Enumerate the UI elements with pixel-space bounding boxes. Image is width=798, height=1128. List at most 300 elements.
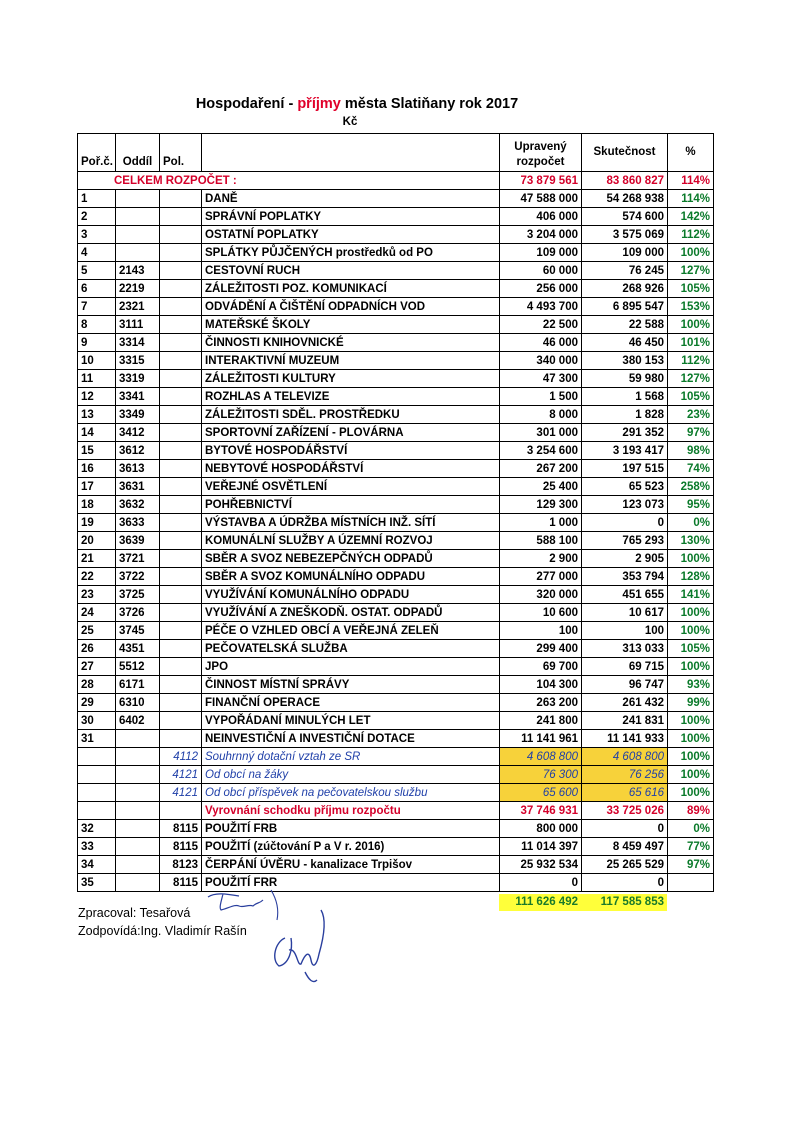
row-pct: 0% <box>668 820 714 838</box>
budget-table <box>77 133 714 892</box>
row-pol: 4121 <box>160 766 202 784</box>
row-poc <box>78 784 116 802</box>
row-pct: 142% <box>668 208 714 226</box>
row-oddil <box>116 730 160 748</box>
row-rozpocet: 263 200 <box>500 694 582 712</box>
row-skutecnost: 380 153 <box>582 352 668 370</box>
row-oddil: 3722 <box>116 568 160 586</box>
row-skutecnost: 765 293 <box>582 532 668 550</box>
table-row <box>78 712 714 730</box>
row-poc: 15 <box>78 442 116 460</box>
row-poc: 35 <box>78 874 116 892</box>
row-pct: 100% <box>668 712 714 730</box>
row-oddil <box>116 766 160 784</box>
row-poc <box>78 766 116 784</box>
row-name: ČINNOSTI KNIHOVNICKÉ <box>202 334 500 352</box>
table-row <box>78 514 714 532</box>
row-pol: 4121 <box>160 784 202 802</box>
header-skutecnost: Skutečnost <box>582 134 668 172</box>
row-rozpocet: 46 000 <box>500 334 582 352</box>
row-name: PÉČE O VZHLED OBCÍ A VEŘEJNÁ ZELEŇ <box>202 622 500 640</box>
row-name: BYTOVÉ HOSPODÁŘSTVÍ <box>202 442 500 460</box>
row-name: VÝSTAVBA A ÚDRŽBA MÍSTNÍCH INŽ. SÍTÍ <box>202 514 500 532</box>
row-pct: 127% <box>668 370 714 388</box>
grand-total-skutecnost: 117 585 853 <box>581 894 667 911</box>
row-poc: 27 <box>78 658 116 676</box>
row-skutecnost: 197 515 <box>582 460 668 478</box>
row-poc: 24 <box>78 604 116 622</box>
row-name: ODVÁDĚNÍ A ČIŠTĚNÍ ODPADNÍCH VOD <box>202 298 500 316</box>
row-pol <box>160 352 202 370</box>
row-skutecnost: 0 <box>582 514 668 532</box>
title-highlight: příjmy <box>297 96 341 112</box>
row-pct: 130% <box>668 532 714 550</box>
row-poc: 22 <box>78 568 116 586</box>
row-name: NEBYTOVÉ HOSPODÁŘSTVÍ <box>202 460 500 478</box>
row-oddil: 3314 <box>116 334 160 352</box>
row-oddil: 3726 <box>116 604 160 622</box>
page-title <box>0 96 714 112</box>
row-name: POUŽITÍ FRR <box>202 874 500 892</box>
row-pol <box>160 208 202 226</box>
row-name: ZÁLEŽITOSTI POZ. KOMUNIKACÍ <box>202 280 500 298</box>
row-skutecnost: 4 608 800 <box>582 748 668 766</box>
row-rozpocet: 76 300 <box>500 766 582 784</box>
header-poc: Poř.č. <box>78 134 116 172</box>
header-pol: Pol. <box>160 134 202 172</box>
total-label: CELKEM ROZPOČET : <box>78 172 500 190</box>
row-oddil: 6171 <box>116 676 160 694</box>
row-pct: 153% <box>668 298 714 316</box>
row-poc: 9 <box>78 334 116 352</box>
row-skutecnost: 1 828 <box>582 406 668 424</box>
row-skutecnost: 6 895 547 <box>582 298 668 316</box>
row-poc: 26 <box>78 640 116 658</box>
header-row <box>78 134 714 172</box>
row-poc: 11 <box>78 370 116 388</box>
row-name: OSTATNÍ POPLATKY <box>202 226 500 244</box>
row-name: PEČOVATELSKÁ SLUŽBA <box>202 640 500 658</box>
row-rozpocet: 60 000 <box>500 262 582 280</box>
row-pct: 0% <box>668 514 714 532</box>
row-rozpocet: 299 400 <box>500 640 582 658</box>
row-pct: 100% <box>668 604 714 622</box>
row-skutecnost: 0 <box>582 874 668 892</box>
row-name: Od obcí příspěvek na pečovatelskou službu <box>202 784 500 802</box>
row-pct: 100% <box>668 748 714 766</box>
row-name: CESTOVNÍ RUCH <box>202 262 500 280</box>
row-rozpocet: 0 <box>500 874 582 892</box>
row-poc: 16 <box>78 460 116 478</box>
row-rozpocet: 406 000 <box>500 208 582 226</box>
table-row <box>78 190 714 208</box>
row-pct: 105% <box>668 388 714 406</box>
total-rozpocet: 73 879 561 <box>500 172 582 190</box>
header-name <box>202 134 500 172</box>
row-pct: 100% <box>668 550 714 568</box>
row-skutecnost: 25 265 529 <box>582 856 668 874</box>
row-rozpocet: 8 000 <box>500 406 582 424</box>
table-row <box>78 334 714 352</box>
row-pct: 74% <box>668 460 714 478</box>
row-poc: 25 <box>78 622 116 640</box>
row-pct: 100% <box>668 784 714 802</box>
row-pol <box>160 388 202 406</box>
row-name: VYPOŘÁDANÍ MINULÝCH LET <box>202 712 500 730</box>
table-row <box>78 604 714 622</box>
row-skutecnost: 96 747 <box>582 676 668 694</box>
row-poc: 32 <box>78 820 116 838</box>
table-row <box>78 838 714 856</box>
row-pct: 105% <box>668 280 714 298</box>
row-pct <box>668 874 714 892</box>
row-name: POUŽITÍ FRB <box>202 820 500 838</box>
row-poc: 13 <box>78 406 116 424</box>
row-rozpocet: 100 <box>500 622 582 640</box>
table-row <box>78 370 714 388</box>
row-poc: 23 <box>78 586 116 604</box>
row-pct: 127% <box>668 262 714 280</box>
row-skutecnost: 353 794 <box>582 568 668 586</box>
row-name: VEŘEJNÉ OSVĚTLENÍ <box>202 478 500 496</box>
row-rozpocet: 3 254 600 <box>500 442 582 460</box>
row-oddil: 3315 <box>116 352 160 370</box>
row-poc <box>78 802 116 820</box>
header-rozpocet-line2: rozpočet <box>516 156 565 168</box>
title-suffix: města Slatiňany rok 2017 <box>340 96 519 112</box>
row-poc: 5 <box>78 262 116 280</box>
table-row <box>78 262 714 280</box>
row-poc: 29 <box>78 694 116 712</box>
table-row <box>78 856 714 874</box>
table-row <box>78 496 714 514</box>
row-pol: 4112 <box>160 748 202 766</box>
row-pol <box>160 244 202 262</box>
row-name: ČINNOST MÍSTNÍ SPRÁVY <box>202 676 500 694</box>
total-skutecnost: 83 860 827 <box>582 172 668 190</box>
row-rozpocet: 11 141 961 <box>500 730 582 748</box>
row-rozpocet: 267 200 <box>500 460 582 478</box>
row-skutecnost: 123 073 <box>582 496 668 514</box>
footer-zodpovida: Zodpovídá:Ing. Vladimír Rašín <box>78 924 247 938</box>
row-rozpocet: 2 900 <box>500 550 582 568</box>
row-pol: 8123 <box>160 856 202 874</box>
row-name: SBĚR A SVOZ NEBEZEPČNÝCH ODPADŮ <box>202 550 500 568</box>
row-rozpocet: 69 700 <box>500 658 582 676</box>
row-skutecnost: 22 588 <box>582 316 668 334</box>
row-skutecnost: 241 831 <box>582 712 668 730</box>
row-pct: 114% <box>668 190 714 208</box>
row-rozpocet: 1 500 <box>500 388 582 406</box>
table-row <box>78 280 714 298</box>
row-skutecnost: 100 <box>582 622 668 640</box>
header-oddil: Oddíl <box>116 134 160 172</box>
row-pol: 8115 <box>160 838 202 856</box>
row-pol <box>160 370 202 388</box>
table-row <box>78 208 714 226</box>
header-rozpocet-line1: Upravený <box>514 141 567 153</box>
row-poc: 30 <box>78 712 116 730</box>
row-rozpocet: 588 100 <box>500 532 582 550</box>
row-oddil <box>116 208 160 226</box>
row-poc: 12 <box>78 388 116 406</box>
row-poc: 1 <box>78 190 116 208</box>
row-name: MATEŘSKÉ ŠKOLY <box>202 316 500 334</box>
row-skutecnost: 268 926 <box>582 280 668 298</box>
row-pct: 89% <box>668 802 714 820</box>
row-oddil: 3721 <box>116 550 160 568</box>
row-pol <box>160 442 202 460</box>
table-row <box>78 694 714 712</box>
row-pct: 97% <box>668 856 714 874</box>
row-skutecnost: 1 568 <box>582 388 668 406</box>
row-poc <box>78 748 116 766</box>
table-row <box>78 226 714 244</box>
row-pct: 101% <box>668 334 714 352</box>
row-pol <box>160 316 202 334</box>
row-skutecnost: 451 655 <box>582 586 668 604</box>
row-oddil: 5512 <box>116 658 160 676</box>
row-poc: 10 <box>78 352 116 370</box>
row-skutecnost: 65 523 <box>582 478 668 496</box>
row-name: SBĚR A SVOZ KOMUNÁLNÍHO ODPADU <box>202 568 500 586</box>
table-row <box>78 550 714 568</box>
row-pol <box>160 730 202 748</box>
row-name: KOMUNÁLNÍ SLUŽBY A ÚZEMNÍ ROZVOJ <box>202 532 500 550</box>
title-prefix: Hospodaření - <box>195 96 298 112</box>
row-pol <box>160 586 202 604</box>
row-oddil: 3412 <box>116 424 160 442</box>
row-skutecnost: 261 432 <box>582 694 668 712</box>
table-row <box>78 568 714 586</box>
table-row <box>78 658 714 676</box>
row-skutecnost: 76 256 <box>582 766 668 784</box>
header-rozpocet <box>500 134 582 172</box>
row-skutecnost: 8 459 497 <box>582 838 668 856</box>
row-name: POHŘEBNICTVÍ <box>202 496 500 514</box>
row-pct: 95% <box>668 496 714 514</box>
row-pct: 100% <box>668 730 714 748</box>
row-pol <box>160 424 202 442</box>
row-name: SPRÁVNÍ POPLATKY <box>202 208 500 226</box>
row-pct: 100% <box>668 658 714 676</box>
row-name: ZÁLEŽITOSTI KULTURY <box>202 370 500 388</box>
table-row <box>78 586 714 604</box>
row-oddil <box>116 802 160 820</box>
row-rozpocet: 25 400 <box>500 478 582 496</box>
row-pct: 97% <box>668 424 714 442</box>
row-skutecnost: 10 617 <box>582 604 668 622</box>
row-pol <box>160 694 202 712</box>
row-oddil <box>116 190 160 208</box>
row-name: POUŽITÍ (zúčtování P a V r. 2016) <box>202 838 500 856</box>
grand-total <box>499 894 667 911</box>
row-name: SPLÁTKY PŮJČENÝCH prostředků od PO <box>202 244 500 262</box>
row-pct: 99% <box>668 694 714 712</box>
row-pol <box>160 658 202 676</box>
row-rozpocet: 340 000 <box>500 352 582 370</box>
row-oddil: 3612 <box>116 442 160 460</box>
row-pol <box>160 478 202 496</box>
row-skutecnost: 59 980 <box>582 370 668 388</box>
table-row <box>78 622 714 640</box>
row-oddil <box>116 244 160 262</box>
row-poc: 17 <box>78 478 116 496</box>
row-rozpocet: 10 600 <box>500 604 582 622</box>
row-skutecnost: 109 000 <box>582 244 668 262</box>
row-rozpocet: 241 800 <box>500 712 582 730</box>
row-skutecnost: 76 245 <box>582 262 668 280</box>
row-name: ČERPÁNÍ ÚVĚRU - kanalizace Trpišov <box>202 856 500 874</box>
row-pol <box>160 568 202 586</box>
row-poc: 18 <box>78 496 116 514</box>
table-row <box>78 352 714 370</box>
table-row <box>78 388 714 406</box>
table-row <box>78 784 714 802</box>
row-poc: 4 <box>78 244 116 262</box>
row-rozpocet: 11 014 397 <box>500 838 582 856</box>
row-pct: 23% <box>668 406 714 424</box>
row-pct: 77% <box>668 838 714 856</box>
row-pol: 8115 <box>160 874 202 892</box>
row-rozpocet: 301 000 <box>500 424 582 442</box>
row-rozpocet: 320 000 <box>500 586 582 604</box>
row-oddil <box>116 856 160 874</box>
row-pct: 105% <box>668 640 714 658</box>
row-pol <box>160 298 202 316</box>
row-oddil: 3632 <box>116 496 160 514</box>
row-oddil: 6402 <box>116 712 160 730</box>
row-pct: 112% <box>668 226 714 244</box>
row-rozpocet: 4 493 700 <box>500 298 582 316</box>
row-rozpocet: 47 300 <box>500 370 582 388</box>
row-pol <box>160 262 202 280</box>
row-pol <box>160 640 202 658</box>
table-row <box>78 298 714 316</box>
row-pct: 100% <box>668 622 714 640</box>
row-oddil <box>116 874 160 892</box>
row-pol <box>160 226 202 244</box>
row-poc: 34 <box>78 856 116 874</box>
table-row <box>78 460 714 478</box>
row-oddil <box>116 226 160 244</box>
row-oddil: 3633 <box>116 514 160 532</box>
row-oddil: 2143 <box>116 262 160 280</box>
row-rozpocet: 3 204 000 <box>500 226 582 244</box>
row-oddil: 6310 <box>116 694 160 712</box>
row-rozpocet: 4 608 800 <box>500 748 582 766</box>
row-oddil: 3745 <box>116 622 160 640</box>
row-poc: 7 <box>78 298 116 316</box>
row-pol <box>160 514 202 532</box>
row-pol <box>160 280 202 298</box>
row-rozpocet: 129 300 <box>500 496 582 514</box>
row-rozpocet: 800 000 <box>500 820 582 838</box>
row-skutecnost: 574 600 <box>582 208 668 226</box>
row-pol <box>160 496 202 514</box>
row-rozpocet: 109 000 <box>500 244 582 262</box>
row-pct: 141% <box>668 586 714 604</box>
row-rozpocet: 104 300 <box>500 676 582 694</box>
row-pct: 100% <box>668 244 714 262</box>
row-pct: 100% <box>668 316 714 334</box>
row-pct: 112% <box>668 352 714 370</box>
row-skutecnost: 54 268 938 <box>582 190 668 208</box>
row-pct: 93% <box>668 676 714 694</box>
row-pct: 98% <box>668 442 714 460</box>
row-oddil: 3319 <box>116 370 160 388</box>
row-name: ZÁLEŽITOSTI SDĚL. PROSTŘEDKU <box>202 406 500 424</box>
row-poc: 19 <box>78 514 116 532</box>
row-poc: 28 <box>78 676 116 694</box>
row-skutecnost: 3 575 069 <box>582 226 668 244</box>
row-skutecnost: 33 725 026 <box>582 802 668 820</box>
row-rozpocet: 1 000 <box>500 514 582 532</box>
row-skutecnost: 291 352 <box>582 424 668 442</box>
row-poc: 14 <box>78 424 116 442</box>
row-name: Vyrovnání schodku příjmu rozpočtu <box>202 802 500 820</box>
table-row <box>78 820 714 838</box>
table-row <box>78 442 714 460</box>
row-skutecnost: 46 450 <box>582 334 668 352</box>
row-name: NEINVESTIČNÍ A INVESTIČNÍ DOTACE <box>202 730 500 748</box>
row-oddil <box>116 820 160 838</box>
row-oddil: 3631 <box>116 478 160 496</box>
table-row <box>78 316 714 334</box>
table-row <box>78 640 714 658</box>
table-row <box>78 874 714 892</box>
row-skutecnost: 2 905 <box>582 550 668 568</box>
table-row <box>78 424 714 442</box>
row-poc: 2 <box>78 208 116 226</box>
row-poc: 20 <box>78 532 116 550</box>
row-oddil: 3725 <box>116 586 160 604</box>
row-rozpocet: 25 932 534 <box>500 856 582 874</box>
row-poc: 31 <box>78 730 116 748</box>
row-pol <box>160 604 202 622</box>
row-pol <box>160 676 202 694</box>
row-poc: 3 <box>78 226 116 244</box>
handwritten-signature <box>205 880 335 990</box>
row-name: VYUŽÍVÁNÍ KOMUNÁLNÍHO ODPADU <box>202 586 500 604</box>
row-pct: 258% <box>668 478 714 496</box>
row-pol: 8115 <box>160 820 202 838</box>
row-pct: 100% <box>668 766 714 784</box>
table-row <box>78 730 714 748</box>
row-rozpocet: 47 588 000 <box>500 190 582 208</box>
row-oddil: 4351 <box>116 640 160 658</box>
row-rozpocet: 65 600 <box>500 784 582 802</box>
row-pol <box>160 622 202 640</box>
row-oddil: 3111 <box>116 316 160 334</box>
table-row <box>78 532 714 550</box>
grand-total-rozpocet: 111 626 492 <box>499 894 581 911</box>
row-name: Od obcí na žáky <box>202 766 500 784</box>
row-name: DANĚ <box>202 190 500 208</box>
row-pol <box>160 334 202 352</box>
row-skutecnost: 0 <box>582 820 668 838</box>
row-oddil: 2321 <box>116 298 160 316</box>
row-oddil <box>116 784 160 802</box>
table-row <box>78 676 714 694</box>
total-pct: 114% <box>668 172 714 190</box>
row-name: ROZHLAS A TELEVIZE <box>202 388 500 406</box>
row-poc: 21 <box>78 550 116 568</box>
table-row <box>78 406 714 424</box>
row-poc: 8 <box>78 316 116 334</box>
row-poc: 33 <box>78 838 116 856</box>
row-rozpocet: 37 746 931 <box>500 802 582 820</box>
